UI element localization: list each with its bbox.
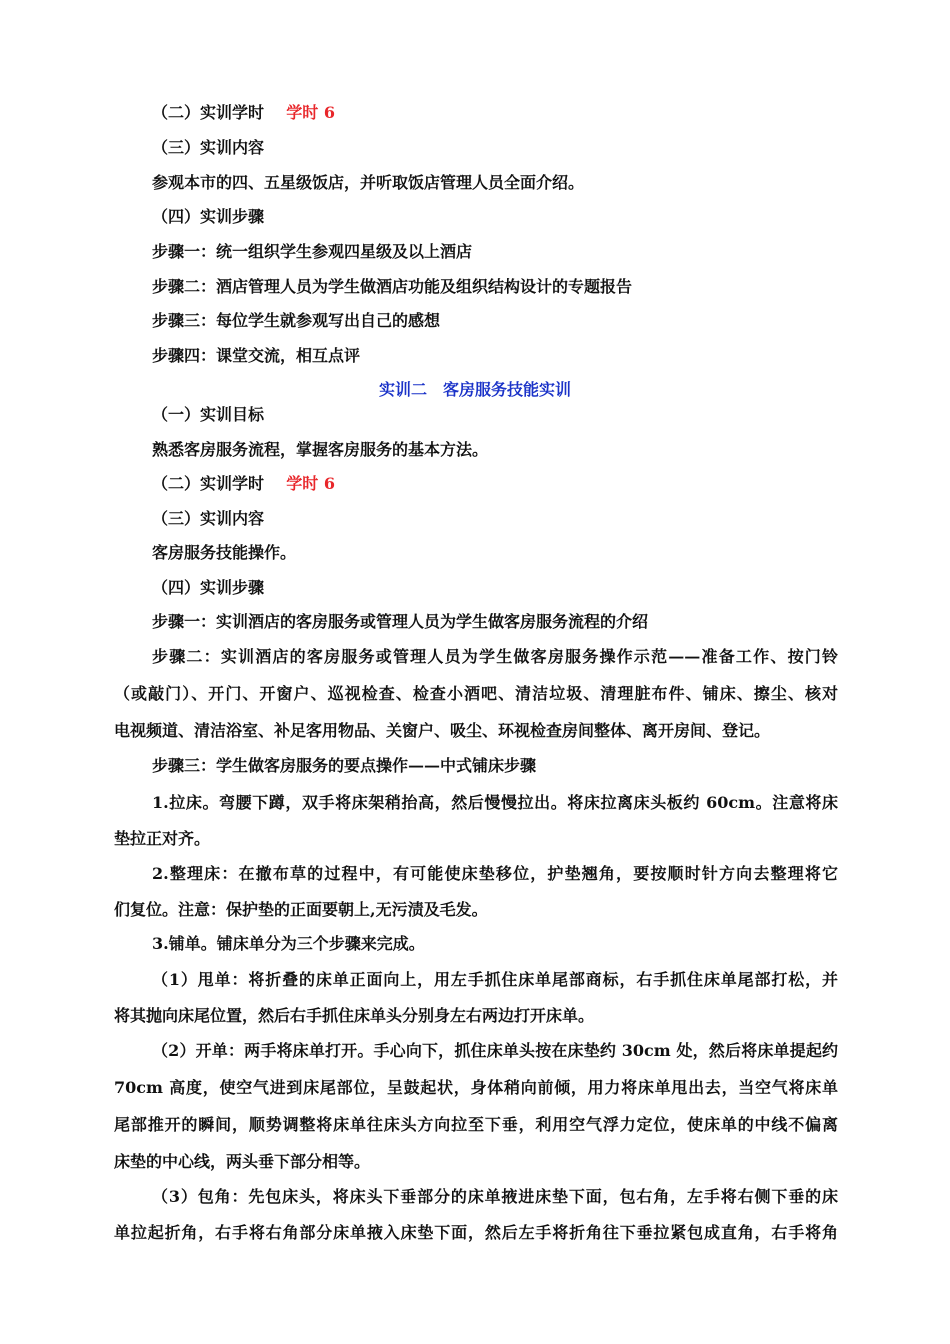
item-one-line1-text: 1.拉床。弯腰下蹲，双手将床架稍抬高，然后慢慢拉出。将床拉离床头板约 60cm。注意将床 (152, 793, 838, 812)
sub-two-line1-text: （2）开单：两手将床单打开。手心向下，抓住床单头按在床垫约 30cm 处，然后将床单提起约 (152, 1041, 838, 1060)
item-two-line2: 们复位。注意：保护垫的正面要朝上,无污渍及毛发。 (114, 900, 488, 919)
step-two-2-line2 (114, 683, 950, 705)
item-two-line1-text: 2.整理床：在撤布草的过程中，有可能使床垫移位，护垫翘角，要按顺时针方向去整理将它 (152, 864, 838, 883)
hours-label: （二）实训学时 (152, 103, 265, 122)
hours-label: （二）实训学时 (152, 474, 265, 493)
sub-two-line2-text: 70cm 高度，使空气进到床尾部位，呈鼓起状，身体稍向前倾，用力将床单甩出去，当空气将床单 (114, 1078, 838, 1097)
sub-one-line2: 将其抛向床尾位置，然后右手抓住床单头分别身左右两边打开床单。 (114, 1006, 595, 1025)
hours-value: 学时 6 (286, 103, 336, 122)
content-heading: （三）实训内容 (152, 138, 265, 157)
step-one: 步骤一：统一组织学生参观四星级及以上酒店 (152, 242, 473, 261)
sub-three-line2 (114, 1222, 950, 1244)
step-three: 步骤三：每位学生就参观写出自己的感想 (152, 311, 441, 330)
sub-two-line3 (114, 1114, 950, 1136)
sub-two-line3-text: 尾部推开的瞬间，顺势调整将床单往床头方向拉至下垂，利用空气浮力定位，使床单的中线不偏离 (114, 1115, 838, 1134)
sub-three-line1 (152, 1186, 950, 1208)
step-one-2: 步骤一：实训酒店的客房服务或管理人员为学生做客房服务流程的介绍 (152, 612, 649, 631)
content-text: 参观本市的四、五星级饭店，并听取饭店管理人员全面介绍。 (152, 173, 585, 192)
item-one-line2: 垫拉正对齐。 (114, 829, 211, 848)
hours-value: 学时 6 (286, 474, 336, 493)
goal-heading: （一）实训目标 (152, 405, 265, 424)
sub-two-line1 (152, 1040, 950, 1062)
steps-heading: （四）实训步骤 (152, 207, 265, 226)
section-title: 实训二 客房服务技能实训 (378, 380, 571, 399)
step-two-2-line2-text: （或敲门）、开门、开窗户、巡视检查、检查小酒吧、清洁垃圾、清理脏布件、铺床、擦尘、核对 (114, 684, 838, 703)
content-text-2: 客房服务技能操作。 (152, 543, 297, 562)
sub-one-line1-text: （1）甩单：将折叠的床单正面向上，用左手抓住床单尾部商标，右手抓住床单尾部打松，并 (152, 970, 838, 989)
step-two-2-line1 (152, 646, 950, 668)
item-three: 3.铺单。铺床单分为三个步骤来完成。 (152, 934, 425, 953)
item-two-line1 (152, 863, 950, 885)
goal-text: 熟悉客房服务流程，掌握客房服务的基本方法。 (152, 440, 489, 459)
step-three-2: 步骤三：学生做客房服务的要点操作——中式铺床步骤 (152, 756, 537, 775)
sub-one-line1 (152, 969, 950, 991)
hours-heading (152, 102, 950, 124)
step-four: 步骤四：课堂交流，相互点评 (152, 346, 361, 365)
content-heading-2: （三）实训内容 (152, 509, 265, 528)
item-one-line1 (152, 792, 950, 814)
hours-heading-2 (152, 473, 950, 495)
step-two-2-line3: 电视频道、清洁浴室、补足客用物品、关窗户、吸尘、环视检查房间整体、离开房间、登记。 (114, 721, 771, 740)
sub-three-line1-text: （3）包角：先包床头，将床头下垂部分的床单掖进床垫下面，包右角，左手将右侧下垂的床 (152, 1187, 838, 1206)
sub-two-line2 (114, 1077, 950, 1099)
steps-heading-2: （四）实训步骤 (152, 578, 265, 597)
sub-two-line4: 床垫的中心线，两头垂下部分相等。 (114, 1152, 371, 1171)
sub-three-line2-text: 单拉起折角，右手将右角部分床单掖入床垫下面，然后左手将折角往下垂拉紧包成直角，右手将角 (114, 1223, 838, 1242)
step-two: 步骤二：酒店管理人员为学生做酒店功能及组织结构设计的专题报告 (152, 277, 633, 296)
step-two-2-line1-text: 步骤二：实训酒店的客房服务或管理人员为学生做客房服务操作示范——准备工作、按门铃 (152, 647, 838, 666)
